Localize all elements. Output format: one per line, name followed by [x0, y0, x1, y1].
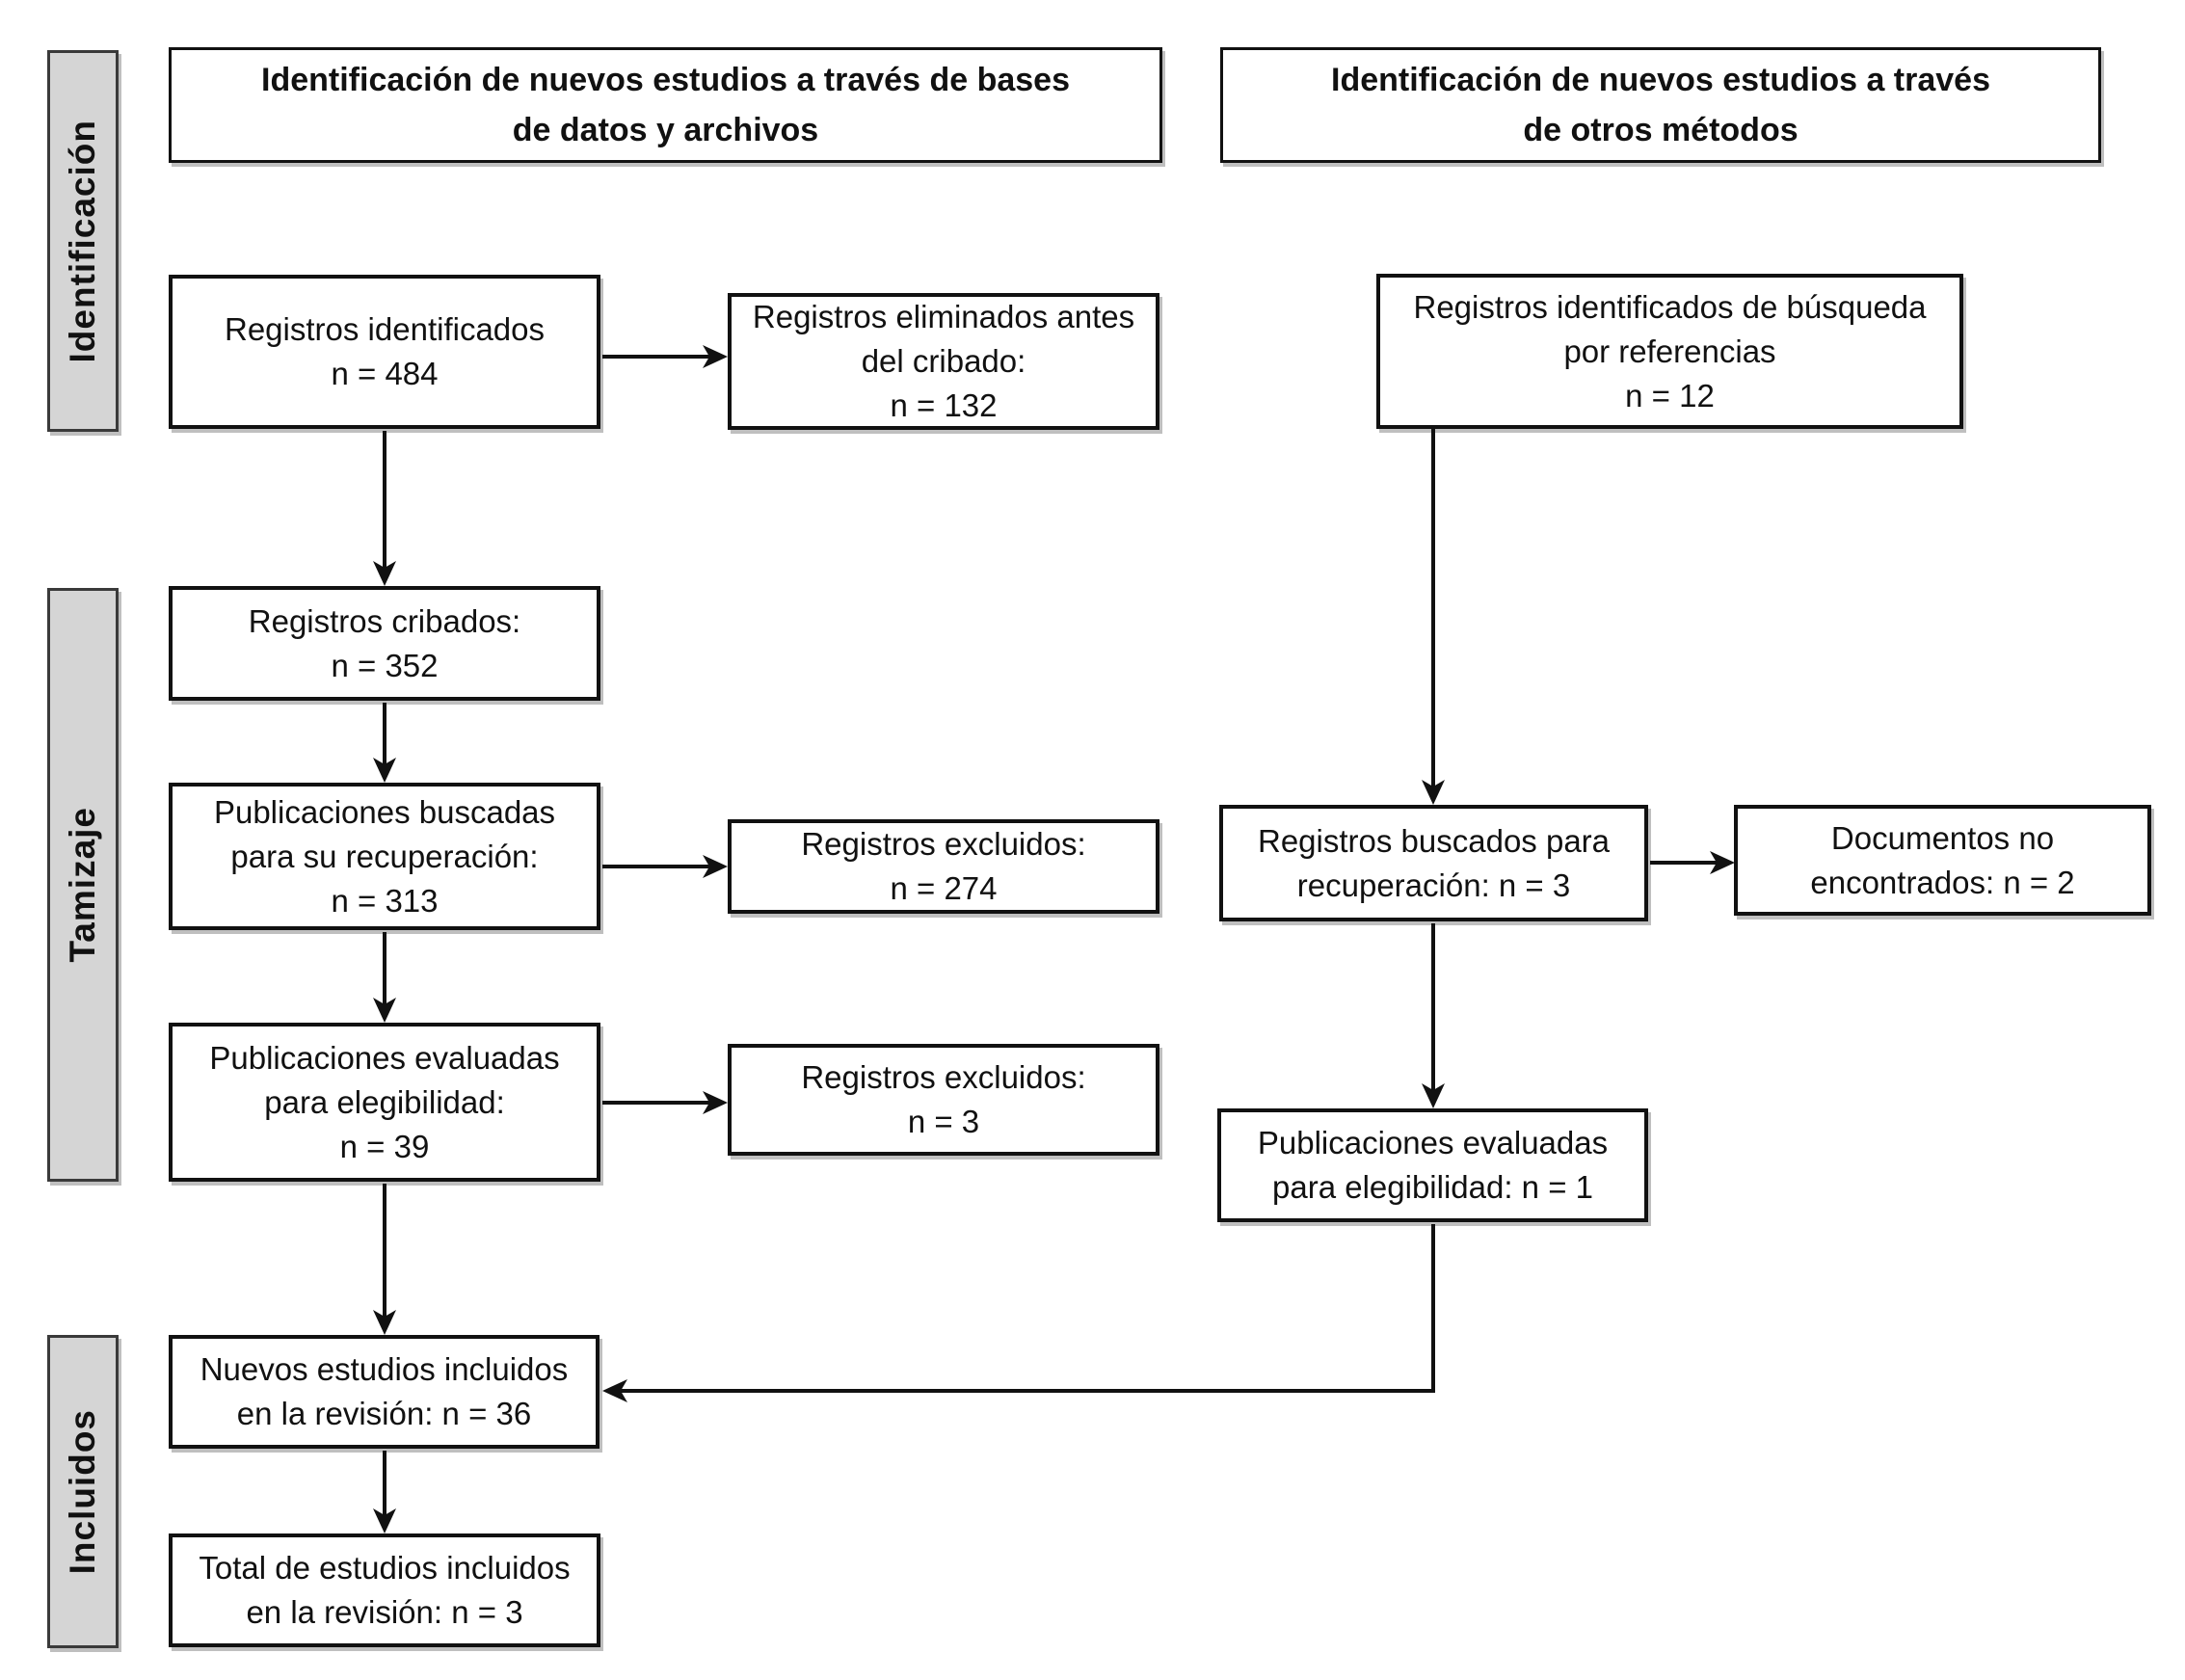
box-line: Documentos no — [1830, 819, 2055, 856]
box-records-screened — [169, 586, 600, 701]
box-line: Registros identificados — [225, 311, 545, 347]
box-new-studies-included — [169, 1335, 600, 1449]
box-records-excluded-274 — [728, 819, 1159, 914]
box-publications-sought — [169, 783, 600, 930]
box-line: n = 12 — [1625, 377, 1715, 413]
sidebar-stage-label: Incluidos — [63, 1408, 102, 1575]
box-line: Publicaciones evaluadas — [1257, 1125, 1609, 1160]
box-line: Publicaciones evaluadas — [209, 1039, 560, 1076]
box-line: n = 132 — [890, 387, 998, 423]
arrowhead-icon — [1422, 1083, 1445, 1108]
box-records-identified-references — [1376, 274, 1963, 429]
box-line: Registros cribados: — [248, 602, 521, 639]
sidebar-stage-screening — [47, 588, 119, 1182]
box-total-studies-included — [169, 1533, 600, 1647]
arrowhead-icon — [373, 758, 396, 783]
box-line: para elegibilidad: n = 1 — [1272, 1169, 1593, 1205]
box-line: Registros eliminados antes — [752, 299, 1135, 334]
box-line: por referencias — [1563, 333, 1776, 369]
box-publications-assessed-references — [1217, 1108, 1648, 1222]
arrowhead-icon — [602, 1379, 627, 1402]
header-other-methods-column — [1220, 47, 2101, 163]
arrowhead-icon — [373, 998, 396, 1023]
header-line: de datos y archivos — [512, 112, 819, 148]
arrowhead-icon — [703, 1091, 728, 1114]
header-line: Identificación de nuevos estudios a través de bases — [261, 62, 1070, 98]
box-line: Total de estudios incluidos — [199, 1550, 571, 1586]
box-line: Registros buscados para — [1257, 822, 1611, 859]
box-records-identified — [169, 275, 600, 429]
arrowhead-icon — [373, 1310, 396, 1335]
sidebar-stage-identification — [47, 50, 119, 432]
sidebar-stage-label: Identificación — [63, 119, 102, 363]
box-line: en la revisión: n = 3 — [246, 1594, 523, 1630]
box-line: del cribado: — [861, 343, 1026, 379]
box-line: n = 352 — [331, 647, 439, 683]
box-publications-assessed — [169, 1023, 600, 1182]
box-line: Nuevos estudios incluidos — [200, 1351, 569, 1387]
header-databases-column — [169, 47, 1162, 163]
box-line: Registros excluidos: — [801, 826, 1086, 862]
arrowhead-icon — [373, 561, 396, 586]
header-line: de otros métodos — [1523, 112, 1799, 148]
box-line: para su recuperación: — [230, 838, 539, 874]
arrowhead-icon — [703, 855, 728, 878]
arrowhead-icon — [703, 345, 728, 368]
box-line: n = 274 — [890, 870, 998, 906]
box-documents-not-found — [1734, 805, 2151, 916]
box-line: recuperación: n = 3 — [1296, 867, 1571, 903]
box-line: n = 39 — [339, 1128, 430, 1164]
sidebar-stage-label: Tamizaje — [63, 807, 102, 963]
box-line: en la revisión: n = 36 — [236, 1396, 532, 1431]
header-line: Identificación de nuevos estudios a través — [1331, 62, 1990, 98]
box-line: n = 313 — [331, 882, 439, 919]
arrowhead-icon — [373, 1508, 396, 1533]
box-line: Publicaciones buscadas — [213, 793, 556, 830]
box-records-excluded-3 — [728, 1044, 1159, 1156]
box-line: para elegibilidad: — [264, 1083, 505, 1120]
arrowhead-icon — [1422, 780, 1445, 805]
box-line: encontrados: n = 2 — [1810, 864, 2075, 900]
box-line: Registros identificados de búsqueda — [1413, 288, 1927, 325]
arrowhead-icon — [1710, 851, 1735, 874]
box-line: Registros excluidos: — [801, 1059, 1086, 1095]
box-line: n = 3 — [907, 1104, 980, 1139]
box-records-removed-before-screening — [728, 293, 1159, 430]
box-line: n = 484 — [331, 356, 439, 391]
box-records-sought-references — [1219, 805, 1648, 921]
sidebar-stage-included — [47, 1335, 119, 1648]
